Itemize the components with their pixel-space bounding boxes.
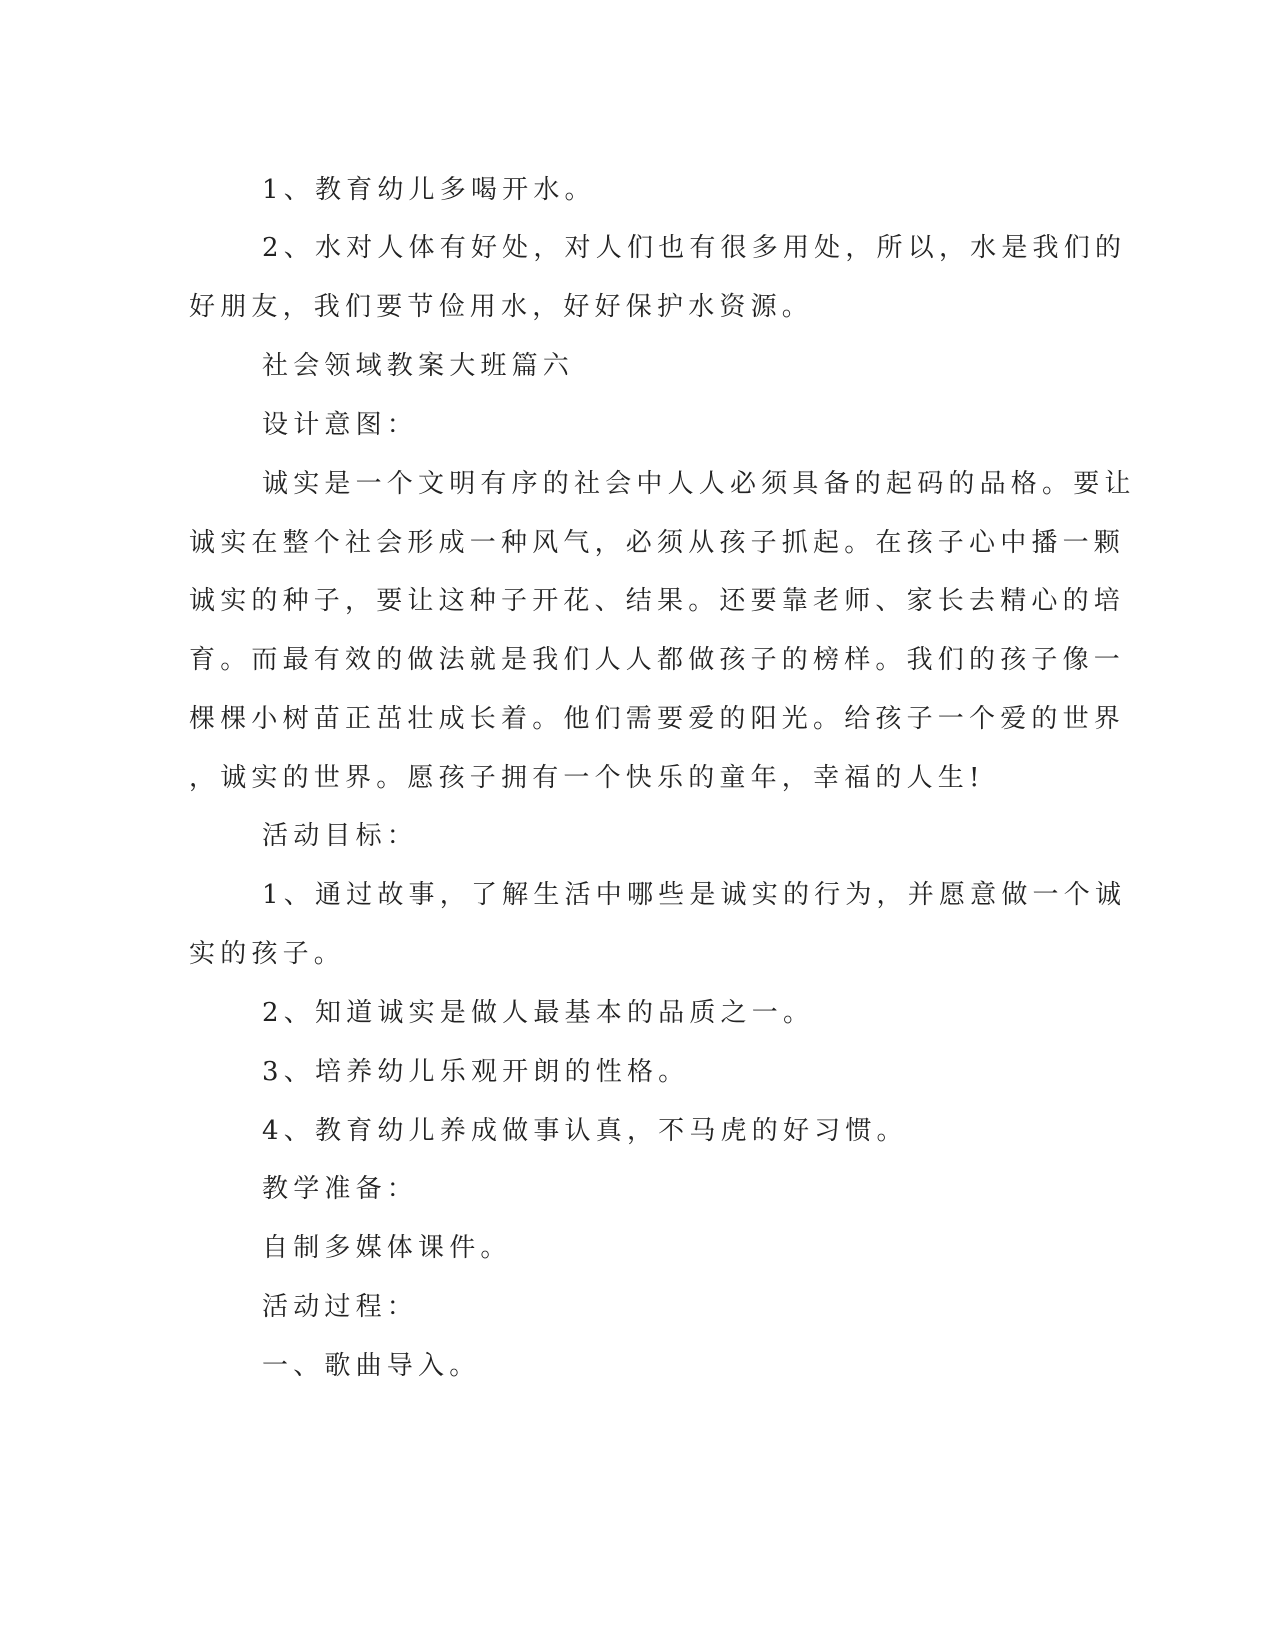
- text-line: 1、通过故事，了解生活中哪些是诚实的行为，并愿意做一个诚: [262, 880, 1127, 910]
- text-line: 自制多媒体课件。: [262, 1233, 512, 1263]
- text-line: 一、歌曲导入。: [262, 1351, 481, 1381]
- text-line: 2、知道诚实是做人最基本的品质之一。: [262, 998, 815, 1028]
- text-line: 3、培养幼儿乐观开朗的性格。: [262, 1057, 690, 1087]
- subheading: 活动目标：: [262, 821, 419, 851]
- text-line: 好朋友，我们要节俭用水，好好保护水资源。: [189, 292, 814, 322]
- text-line: 1、教育幼儿多喝开水。: [262, 175, 596, 205]
- text-line: 4、教育幼儿养成做事认真，不马虎的好习惯。: [262, 1116, 908, 1146]
- subheading: 活动过程：: [262, 1292, 419, 1322]
- text-line: ，诚实的世界。愿孩子拥有一个快乐的童年，幸福的人生!: [189, 763, 985, 793]
- subheading: 教学准备：: [262, 1174, 419, 1204]
- text-line: 实的孩子。: [189, 939, 346, 969]
- text-line: 诚实是一个文明有序的社会中人人必须具备的起码的品格。要让: [262, 469, 1136, 499]
- text-line: 诚实的种子，要让这种子开花、结果。还要靠老师、家长去精心的培: [189, 586, 1126, 616]
- section-heading: 社会领域教案大班篇六: [262, 351, 575, 381]
- subheading: 设计意图：: [262, 410, 419, 440]
- text-line: 诚实在整个社会形成一种风气，必须从孩子抓起。在孩子心中播一颗: [189, 528, 1126, 558]
- text-line: 2、水对人体有好处，对人们也有很多用处，所以，水是我们的: [262, 233, 1127, 263]
- text-line: 棵棵小树苗正茁壮成长着。他们需要爱的阳光。给孩子一个爱的世界: [189, 704, 1126, 734]
- text-line: 育。而最有效的做法就是我们人人都做孩子的榜样。我们的孩子像一: [189, 645, 1126, 675]
